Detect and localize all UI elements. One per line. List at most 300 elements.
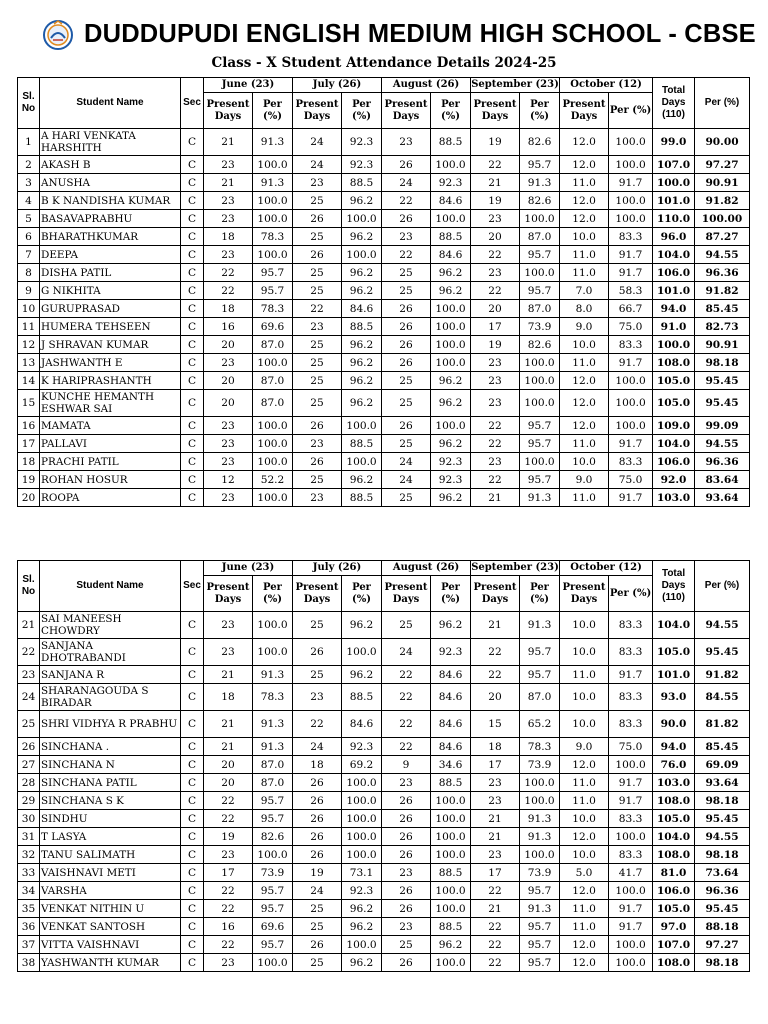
cell-june-per: 91.3 xyxy=(253,174,293,192)
cell-october-present: 12.0 xyxy=(560,417,609,435)
cell-july-present: 19 xyxy=(293,864,342,882)
cell-august-per: 100.0 xyxy=(431,336,471,354)
cell-june-present: 16 xyxy=(204,918,253,936)
col-present-days: Present Days xyxy=(560,93,609,129)
cell-august-per: 100.0 xyxy=(431,417,471,435)
cell-june-present: 12 xyxy=(204,471,253,489)
cell-june-present: 20 xyxy=(204,756,253,774)
cell-total-per: 96.36 xyxy=(695,453,750,471)
cell-september-per: 100.0 xyxy=(520,372,560,390)
cell-october-present: 5.0 xyxy=(560,864,609,882)
cell-total-days: 101.0 xyxy=(653,666,695,684)
col-month-june: June (23) xyxy=(204,561,293,576)
cell-june-per: 78.3 xyxy=(253,300,293,318)
cell-total-days: 101.0 xyxy=(653,282,695,300)
cell-july-present: 25 xyxy=(293,900,342,918)
cell-august-per: 92.3 xyxy=(431,174,471,192)
table-row xyxy=(18,210,750,228)
cell-july-present: 22 xyxy=(293,711,342,738)
cell-october-per: 100.0 xyxy=(609,129,653,156)
cell-september-per: 82.6 xyxy=(520,336,560,354)
cell-june-per: 87.0 xyxy=(253,774,293,792)
cell-october-present: 11.0 xyxy=(560,774,609,792)
cell-student-name: SHRI VIDHYA R PRABHU xyxy=(40,711,181,738)
cell-total-days: 105.0 xyxy=(653,900,695,918)
cell-sl-no: 27 xyxy=(18,756,40,774)
cell-june-present: 16 xyxy=(204,318,253,336)
cell-june-per: 87.0 xyxy=(253,390,293,417)
cell-september-per: 100.0 xyxy=(520,390,560,417)
table-row xyxy=(18,738,750,756)
cell-august-present: 25 xyxy=(382,390,431,417)
cell-august-present: 22 xyxy=(382,738,431,756)
cell-september-present: 22 xyxy=(471,435,520,453)
cell-total-per: 99.09 xyxy=(695,417,750,435)
cell-august-present: 26 xyxy=(382,792,431,810)
col-per: Per (%) xyxy=(520,576,560,612)
cell-august-per: 84.6 xyxy=(431,738,471,756)
cell-june-per: 95.7 xyxy=(253,882,293,900)
cell-june-present: 23 xyxy=(204,639,253,666)
cell-august-per: 92.3 xyxy=(431,471,471,489)
table-row xyxy=(18,756,750,774)
cell-sl-no: 26 xyxy=(18,738,40,756)
cell-july-present: 26 xyxy=(293,828,342,846)
cell-sec: C xyxy=(181,756,204,774)
cell-july-present: 25 xyxy=(293,954,342,972)
cell-sl-no: 18 xyxy=(18,453,40,471)
cell-september-present: 19 xyxy=(471,336,520,354)
cell-august-present: 23 xyxy=(382,228,431,246)
cell-august-per: 96.2 xyxy=(431,372,471,390)
cell-august-present: 22 xyxy=(382,666,431,684)
attendance-table-1 xyxy=(17,77,750,507)
cell-october-per: 100.0 xyxy=(609,882,653,900)
cell-october-per: 100.0 xyxy=(609,156,653,174)
cell-october-present: 11.0 xyxy=(560,264,609,282)
cell-october-per: 83.3 xyxy=(609,612,653,639)
cell-july-present: 26 xyxy=(293,210,342,228)
cell-august-present: 26 xyxy=(382,318,431,336)
cell-student-name: GURUPRASAD xyxy=(40,300,181,318)
cell-sl-no: 35 xyxy=(18,900,40,918)
col-present-days: Present Days xyxy=(382,93,431,129)
cell-july-present: 23 xyxy=(293,435,342,453)
cell-july-per: 84.6 xyxy=(342,711,382,738)
cell-july-present: 25 xyxy=(293,390,342,417)
cell-total-days: 106.0 xyxy=(653,264,695,282)
col-per: Per (%) xyxy=(253,93,293,129)
cell-july-present: 26 xyxy=(293,774,342,792)
col-month-june: June (23) xyxy=(204,78,293,93)
cell-total-days: 108.0 xyxy=(653,846,695,864)
table-row xyxy=(18,612,750,639)
cell-june-per: 87.0 xyxy=(253,372,293,390)
page-subtitle: Class - X Student Attendance Details 2024-25 xyxy=(211,55,557,71)
cell-october-per: 100.0 xyxy=(609,210,653,228)
cell-total-days: 92.0 xyxy=(653,471,695,489)
table-row xyxy=(18,900,750,918)
cell-total-days: 109.0 xyxy=(653,417,695,435)
cell-sec: C xyxy=(181,954,204,972)
cell-october-per: 100.0 xyxy=(609,372,653,390)
cell-september-per: 95.7 xyxy=(520,246,560,264)
cell-august-per: 88.5 xyxy=(431,228,471,246)
cell-september-present: 15 xyxy=(471,711,520,738)
cell-august-present: 26 xyxy=(382,210,431,228)
cell-september-present: 21 xyxy=(471,810,520,828)
table-row xyxy=(18,174,750,192)
cell-total-per: 82.73 xyxy=(695,318,750,336)
cell-october-per: 91.7 xyxy=(609,435,653,453)
table-row xyxy=(18,846,750,864)
cell-sec: C xyxy=(181,471,204,489)
cell-september-per: 91.3 xyxy=(520,489,560,507)
cell-september-per: 82.6 xyxy=(520,129,560,156)
cell-total-per: 98.18 xyxy=(695,846,750,864)
cell-sl-no: 23 xyxy=(18,666,40,684)
table-row xyxy=(18,246,750,264)
cell-student-name: SANJANA R xyxy=(40,666,181,684)
cell-sec: C xyxy=(181,846,204,864)
cell-october-per: 100.0 xyxy=(609,954,653,972)
cell-september-per: 65.2 xyxy=(520,711,560,738)
cell-sec: C xyxy=(181,210,204,228)
col-per: Per (%) xyxy=(342,93,382,129)
cell-july-present: 24 xyxy=(293,156,342,174)
cell-july-per: 100.0 xyxy=(342,792,382,810)
cell-july-present: 26 xyxy=(293,639,342,666)
cell-october-present: 12.0 xyxy=(560,882,609,900)
cell-august-per: 34.6 xyxy=(431,756,471,774)
cell-september-present: 22 xyxy=(471,246,520,264)
cell-september-present: 20 xyxy=(471,300,520,318)
cell-total-per: 100.00 xyxy=(695,210,750,228)
cell-june-per: 100.0 xyxy=(253,192,293,210)
cell-october-per: 100.0 xyxy=(609,828,653,846)
cell-total-days: 107.0 xyxy=(653,156,695,174)
cell-june-present: 23 xyxy=(204,192,253,210)
cell-october-per: 91.7 xyxy=(609,774,653,792)
cell-october-per: 75.0 xyxy=(609,318,653,336)
cell-august-per: 100.0 xyxy=(431,846,471,864)
cell-july-per: 100.0 xyxy=(342,210,382,228)
cell-june-present: 23 xyxy=(204,246,253,264)
cell-july-per: 100.0 xyxy=(342,846,382,864)
col-total-per: Per (%) xyxy=(695,561,750,612)
cell-august-present: 26 xyxy=(382,156,431,174)
cell-july-per: 92.3 xyxy=(342,882,382,900)
cell-august-per: 96.2 xyxy=(431,435,471,453)
cell-july-per: 96.2 xyxy=(342,666,382,684)
cell-october-present: 12.0 xyxy=(560,210,609,228)
cell-july-per: 100.0 xyxy=(342,774,382,792)
cell-september-per: 100.0 xyxy=(520,354,560,372)
cell-june-per: 100.0 xyxy=(253,435,293,453)
cell-august-present: 23 xyxy=(382,129,431,156)
cell-august-per: 92.3 xyxy=(431,453,471,471)
cell-student-name: VENKAT SANTOSH xyxy=(40,918,181,936)
cell-august-present: 22 xyxy=(382,246,431,264)
cell-october-present: 12.0 xyxy=(560,372,609,390)
cell-july-per: 96.2 xyxy=(342,900,382,918)
cell-june-present: 20 xyxy=(204,372,253,390)
cell-student-name: KUNCHE HEMANTH ESHWAR SAI xyxy=(40,390,181,417)
cell-july-per: 92.3 xyxy=(342,129,382,156)
col-present-days: Present Days xyxy=(471,93,520,129)
cell-october-present: 12.0 xyxy=(560,828,609,846)
cell-october-per: 83.3 xyxy=(609,453,653,471)
cell-sl-no: 20 xyxy=(18,489,40,507)
cell-july-present: 25 xyxy=(293,612,342,639)
cell-july-present: 24 xyxy=(293,882,342,900)
cell-sl-no: 29 xyxy=(18,792,40,810)
cell-august-present: 26 xyxy=(382,846,431,864)
cell-sl-no: 15 xyxy=(18,390,40,417)
cell-total-per: 88.18 xyxy=(695,918,750,936)
table-row xyxy=(18,954,750,972)
cell-june-present: 21 xyxy=(204,174,253,192)
cell-june-present: 23 xyxy=(204,453,253,471)
cell-july-per: 88.5 xyxy=(342,489,382,507)
cell-july-present: 24 xyxy=(293,738,342,756)
table-row xyxy=(18,471,750,489)
school-logo-icon xyxy=(42,19,74,51)
cell-august-present: 26 xyxy=(382,900,431,918)
cell-june-present: 23 xyxy=(204,612,253,639)
col-total-per: Per (%) xyxy=(695,78,750,129)
cell-sec: C xyxy=(181,792,204,810)
cell-june-present: 23 xyxy=(204,156,253,174)
cell-september-per: 95.7 xyxy=(520,471,560,489)
cell-student-name: B K NANDISHA KUMAR xyxy=(40,192,181,210)
cell-september-present: 22 xyxy=(471,471,520,489)
cell-august-per: 100.0 xyxy=(431,810,471,828)
cell-sec: C xyxy=(181,390,204,417)
cell-october-per: 83.3 xyxy=(609,639,653,666)
cell-student-name: PRACHI PATIL xyxy=(40,453,181,471)
cell-september-present: 21 xyxy=(471,828,520,846)
cell-total-per: 98.18 xyxy=(695,954,750,972)
cell-total-days: 76.0 xyxy=(653,756,695,774)
cell-july-per: 96.2 xyxy=(342,354,382,372)
cell-total-days: 105.0 xyxy=(653,810,695,828)
cell-june-per: 78.3 xyxy=(253,228,293,246)
cell-october-present: 11.0 xyxy=(560,666,609,684)
cell-total-days: 100.0 xyxy=(653,174,695,192)
cell-sl-no: 16 xyxy=(18,417,40,435)
cell-october-present: 10.0 xyxy=(560,711,609,738)
cell-sec: C xyxy=(181,828,204,846)
cell-september-present: 22 xyxy=(471,936,520,954)
col-total-days: Total Days (110) xyxy=(653,561,695,612)
cell-october-present: 10.0 xyxy=(560,639,609,666)
cell-september-present: 22 xyxy=(471,666,520,684)
cell-student-name: VARSHA xyxy=(40,882,181,900)
col-month-october: October (12) xyxy=(560,78,653,93)
cell-september-present: 23 xyxy=(471,210,520,228)
cell-august-present: 26 xyxy=(382,336,431,354)
cell-july-present: 25 xyxy=(293,336,342,354)
cell-total-per: 95.45 xyxy=(695,810,750,828)
cell-sl-no: 14 xyxy=(18,372,40,390)
cell-student-name: BASAVAPRABHU xyxy=(40,210,181,228)
table-row xyxy=(18,774,750,792)
cell-august-per: 96.2 xyxy=(431,264,471,282)
table-row xyxy=(18,336,750,354)
cell-august-per: 84.6 xyxy=(431,711,471,738)
col-per: Per (%) xyxy=(520,93,560,129)
cell-august-per: 88.5 xyxy=(431,774,471,792)
cell-july-per: 69.2 xyxy=(342,756,382,774)
cell-september-per: 95.7 xyxy=(520,954,560,972)
cell-total-days: 104.0 xyxy=(653,246,695,264)
table-row xyxy=(18,354,750,372)
cell-july-per: 96.2 xyxy=(342,612,382,639)
col-per: Per (%) xyxy=(609,576,653,612)
cell-october-per: 91.7 xyxy=(609,918,653,936)
cell-student-name: VITTA VAISHNAVI xyxy=(40,936,181,954)
cell-june-per: 100.0 xyxy=(253,417,293,435)
cell-june-per: 73.9 xyxy=(253,864,293,882)
cell-june-per: 95.7 xyxy=(253,792,293,810)
col-month-september: September (23) xyxy=(471,561,560,576)
cell-total-per: 81.82 xyxy=(695,711,750,738)
cell-october-present: 10.0 xyxy=(560,228,609,246)
cell-august-present: 26 xyxy=(382,300,431,318)
cell-total-days: 101.0 xyxy=(653,192,695,210)
cell-sec: C xyxy=(181,684,204,711)
cell-october-present: 9.0 xyxy=(560,318,609,336)
table-row xyxy=(18,300,750,318)
col-present-days: Present Days xyxy=(204,576,253,612)
cell-october-per: 100.0 xyxy=(609,192,653,210)
cell-sl-no: 12 xyxy=(18,336,40,354)
cell-september-per: 91.3 xyxy=(520,828,560,846)
table-row xyxy=(18,666,750,684)
cell-total-per: 94.55 xyxy=(695,435,750,453)
cell-student-name: SINCHANA . xyxy=(40,738,181,756)
cell-october-present: 11.0 xyxy=(560,792,609,810)
cell-october-per: 91.7 xyxy=(609,900,653,918)
cell-total-days: 105.0 xyxy=(653,390,695,417)
cell-october-present: 12.0 xyxy=(560,936,609,954)
table-row xyxy=(18,882,750,900)
table-row xyxy=(18,264,750,282)
cell-total-per: 97.27 xyxy=(695,156,750,174)
cell-october-per: 83.3 xyxy=(609,711,653,738)
cell-sec: C xyxy=(181,738,204,756)
cell-october-present: 10.0 xyxy=(560,453,609,471)
cell-august-per: 100.0 xyxy=(431,954,471,972)
cell-october-present: 7.0 xyxy=(560,282,609,300)
cell-july-present: 22 xyxy=(293,300,342,318)
cell-july-per: 88.5 xyxy=(342,318,382,336)
cell-june-per: 95.7 xyxy=(253,264,293,282)
cell-total-per: 95.45 xyxy=(695,372,750,390)
cell-september-per: 91.3 xyxy=(520,900,560,918)
cell-july-per: 92.3 xyxy=(342,156,382,174)
cell-august-per: 96.2 xyxy=(431,390,471,417)
cell-student-name: VENKAT NITHIN U xyxy=(40,900,181,918)
cell-september-present: 21 xyxy=(471,489,520,507)
cell-sl-no: 10 xyxy=(18,300,40,318)
cell-august-per: 88.5 xyxy=(431,918,471,936)
cell-june-per: 78.3 xyxy=(253,684,293,711)
cell-july-per: 96.2 xyxy=(342,390,382,417)
cell-june-present: 18 xyxy=(204,684,253,711)
cell-student-name: SANJANA DHOTRABANDI xyxy=(40,639,181,666)
cell-total-days: 106.0 xyxy=(653,453,695,471)
cell-september-per: 91.3 xyxy=(520,810,560,828)
cell-october-per: 91.7 xyxy=(609,264,653,282)
cell-total-days: 104.0 xyxy=(653,828,695,846)
cell-student-name: SHARANAGOUDA S BIRADAR xyxy=(40,684,181,711)
cell-june-per: 91.3 xyxy=(253,666,293,684)
cell-sl-no: 21 xyxy=(18,612,40,639)
cell-august-per: 96.2 xyxy=(431,282,471,300)
cell-september-per: 100.0 xyxy=(520,210,560,228)
cell-june-present: 22 xyxy=(204,900,253,918)
cell-july-present: 26 xyxy=(293,417,342,435)
cell-october-present: 8.0 xyxy=(560,300,609,318)
cell-student-name: JASHWANTH E xyxy=(40,354,181,372)
cell-june-present: 23 xyxy=(204,435,253,453)
cell-sl-no: 2 xyxy=(18,156,40,174)
cell-total-per: 94.55 xyxy=(695,612,750,639)
cell-october-present: 11.0 xyxy=(560,435,609,453)
col-student-name: Student Name xyxy=(40,78,181,129)
cell-august-per: 88.5 xyxy=(431,129,471,156)
cell-september-present: 23 xyxy=(471,390,520,417)
table-row xyxy=(18,792,750,810)
col-sl-no: Sl. No xyxy=(18,561,40,612)
cell-august-present: 26 xyxy=(382,882,431,900)
cell-student-name: SINCHANA S K xyxy=(40,792,181,810)
cell-july-per: 88.5 xyxy=(342,435,382,453)
cell-october-per: 91.7 xyxy=(609,246,653,264)
cell-june-per: 100.0 xyxy=(253,246,293,264)
cell-total-days: 110.0 xyxy=(653,210,695,228)
cell-september-per: 95.7 xyxy=(520,156,560,174)
cell-september-per: 100.0 xyxy=(520,453,560,471)
cell-july-present: 26 xyxy=(293,846,342,864)
cell-october-present: 11.0 xyxy=(560,354,609,372)
cell-june-present: 21 xyxy=(204,666,253,684)
cell-july-present: 25 xyxy=(293,471,342,489)
table-row xyxy=(18,156,750,174)
cell-july-per: 92.3 xyxy=(342,738,382,756)
cell-august-per: 84.6 xyxy=(431,684,471,711)
cell-october-per: 66.7 xyxy=(609,300,653,318)
cell-august-present: 25 xyxy=(382,435,431,453)
school-name: DUDDUPUDI ENGLISH MEDIUM HIGH SCHOOL - CBSE xyxy=(84,18,756,48)
cell-sec: C xyxy=(181,936,204,954)
cell-june-present: 21 xyxy=(204,711,253,738)
cell-total-per: 91.82 xyxy=(695,192,750,210)
cell-september-per: 87.0 xyxy=(520,300,560,318)
cell-july-per: 96.2 xyxy=(342,264,382,282)
cell-june-per: 91.3 xyxy=(253,711,293,738)
cell-august-present: 26 xyxy=(382,354,431,372)
col-sec: Sec xyxy=(181,561,204,612)
table-row xyxy=(18,453,750,471)
cell-sec: C xyxy=(181,282,204,300)
cell-september-present: 23 xyxy=(471,372,520,390)
cell-september-present: 17 xyxy=(471,864,520,882)
cell-june-per: 100.0 xyxy=(253,156,293,174)
attendance-table-2 xyxy=(17,560,750,972)
